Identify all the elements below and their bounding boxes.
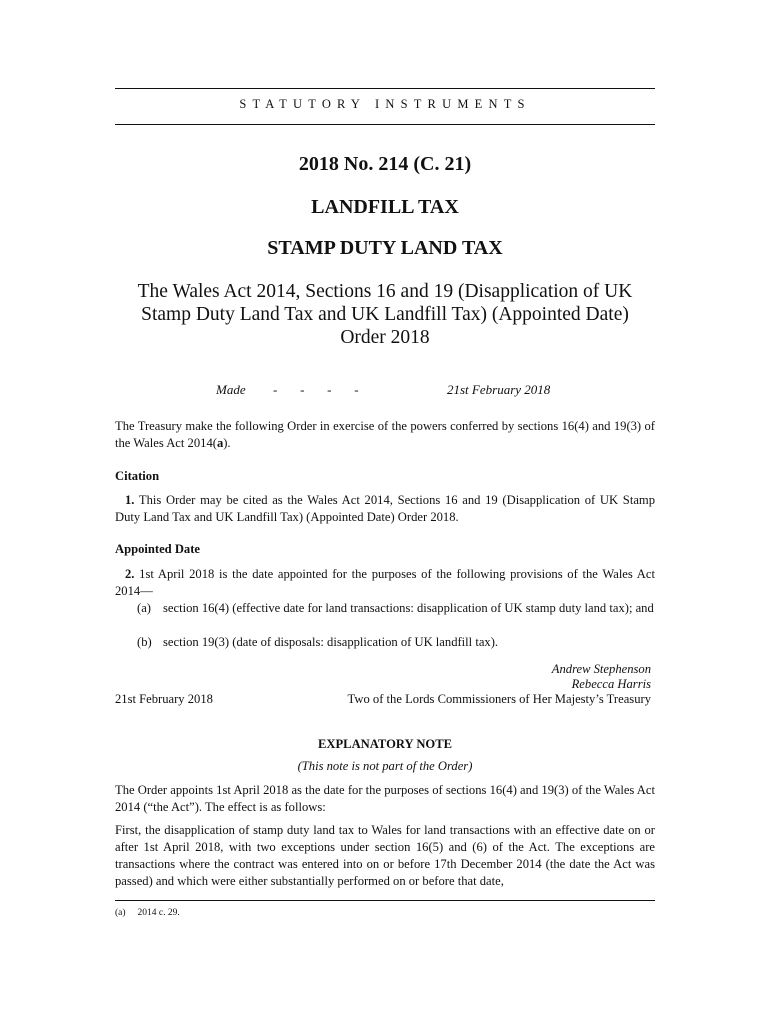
preamble-text-end: ). bbox=[223, 436, 231, 450]
preamble-text: The Treasury make the following Order in exercise of the powers conferred by sections 16(4) and 19(3) of the Wales Act 2014( bbox=[115, 419, 655, 450]
article-2-text: 1st April 2018 is the date appointed for the purposes of the following provisions of the Wales Act 2014— bbox=[115, 567, 655, 598]
signatory-name: Andrew Stephenson bbox=[551, 662, 651, 676]
si-number: 2018 No. 214 (C. 21) bbox=[298, 153, 472, 175]
list-item-label: (b) bbox=[137, 635, 152, 649]
order-title-line: Order 2018 bbox=[340, 327, 430, 348]
footnote bbox=[115, 908, 180, 918]
explanatory-para-2: First, the disapplication of stamp duty land tax to Wales for land transactions with an effective date on or after 1st April 2018, with two exceptions under section 16(5) and (6) of the Act. The exceptions are transactions where the contract was entered into on or before 17th December 2014 (the date the Act was passed) and which were either substantially performed on or before that date, bbox=[115, 823, 655, 888]
article-1-number: 1. bbox=[125, 493, 135, 507]
signature-date: 21st February 2018 bbox=[115, 692, 213, 706]
article-2-number: 2. bbox=[125, 567, 135, 581]
made-date: 21st February 2018 bbox=[447, 382, 551, 397]
list-item-label: (a) bbox=[137, 601, 151, 615]
footnote-text: 2014 c. 29. bbox=[137, 908, 180, 918]
series-label: STATUTORY INSTRUMENTS bbox=[239, 97, 531, 111]
footnote-ref[interactable]: a bbox=[216, 436, 224, 450]
list-item bbox=[137, 600, 655, 617]
order-title bbox=[105, 280, 665, 349]
order-title-line: The Wales Act 2014, Sections 16 and 19 (Disapplication of UK bbox=[137, 281, 633, 302]
article-1-text: This Order may be cited as the Wales Act 2014, Sections 16 and 19 (Disapplication of UK Stamp Duty Land Tax and UK Landfill Tax) (Appointed Date) Order 2018. bbox=[115, 493, 655, 524]
list-item-text: section 19(3) (date of disposals: disapplication of UK landfill tax). bbox=[163, 635, 499, 649]
top-rule bbox=[115, 88, 655, 89]
explanatory-note-heading: EXPLANATORY NOTE bbox=[317, 737, 453, 751]
header-rule bbox=[115, 124, 655, 125]
signatory-role: Two of the Lords Commissioners of Her Majesty’s Treasury bbox=[347, 692, 651, 706]
list-item bbox=[137, 634, 655, 651]
appointed-date-heading: Appointed Date bbox=[115, 542, 201, 556]
subject-heading-sdlt: STAMP DUTY LAND TAX bbox=[267, 237, 503, 259]
footnote-rule bbox=[115, 900, 655, 901]
signatory-name: Rebecca Harris bbox=[571, 677, 651, 691]
made-dashes: - - - - bbox=[273, 382, 359, 397]
order-title-line: Stamp Duty Land Tax and UK Landfill Tax) (Appointed Date) bbox=[141, 304, 629, 325]
list-item-text: section 16(4) (effective date for land transactions: disapplication of UK stamp duty land tax); and bbox=[163, 601, 654, 615]
citation-heading: Citation bbox=[115, 469, 160, 483]
made-label: Made bbox=[216, 382, 246, 397]
subject-heading-landfill: LANDFILL TAX bbox=[311, 196, 459, 218]
article-1 bbox=[115, 492, 655, 526]
footnote-mark: (a) bbox=[115, 908, 126, 918]
article-2 bbox=[115, 566, 655, 600]
preamble bbox=[115, 418, 655, 452]
explanatory-para-1: The Order appoints 1st April 2018 as the date for the purposes of sections 16(4) and 19(3) of the Wales Act 2014 (“the Act”). The effect is as follows: bbox=[115, 783, 655, 814]
explanatory-note-subheading: (This note is not part of the Order) bbox=[297, 759, 473, 773]
